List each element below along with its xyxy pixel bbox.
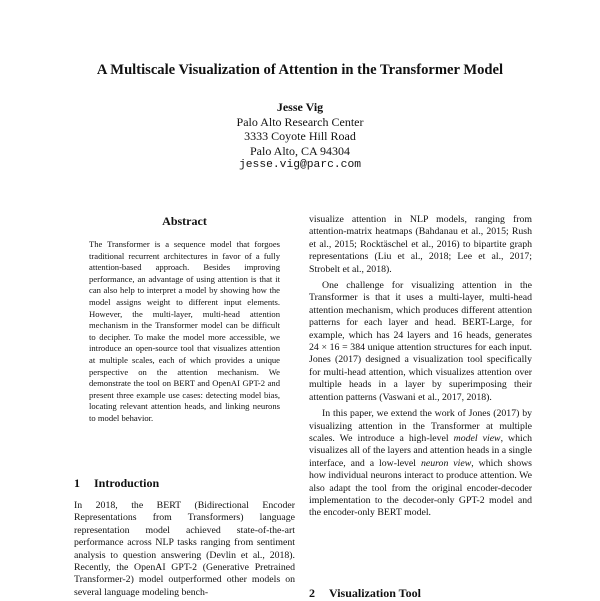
author-street: 3333 Coyote Hill Road	[244, 129, 356, 144]
author-email: jesse.vig@parc.com	[238, 159, 362, 172]
author-block	[0, 100, 600, 173]
section-2-number: 2	[309, 586, 315, 600]
left-column	[74, 214, 295, 598]
section-2-title: Visualization Tool	[329, 586, 421, 600]
p3-text-a: In this paper, we extend the work of Jones (2017) by visualizing attention in the Transformer at multiple scales. We introduce a high-level	[309, 408, 532, 444]
section-2-heading	[309, 586, 421, 601]
author-affiliation: Palo Alto Research Center	[236, 114, 364, 129]
right-paragraph-1: visualize attention in NLP models, ranging from attention-matrix heatmaps (Bahdanau et al., 2015; Rush et al., 2015; Rocktäschel et al., 2016) to bipartite graph representations (Liu et al., 2018; Lee et al., 2017; Strobelt et al., 2018).	[309, 214, 532, 275]
abstract-text: The Transformer is a sequence model that forgoes traditional recurrent architectures in favor of a fully attention-based approach. Besides improving performance, an advantage of using attention is that it can also help to interpret a model by showing how the model assigns weight to different input elements. However, the multi-layer, multi-head attention mechanism in the Transformer model can be difficult to decipher. To make the model more accessible, we introduce an open-source tool that visualizes attention at multiple scales, each of which provides a unique perspective on the attention mechanism. We demonstrate the tool on BERT and OpenAI GPT-2 and present three example use cases: detecting model bias, locating relevant attention heads, and linking neurons to model behavior.	[89, 239, 280, 423]
abstract-heading: Abstract	[162, 214, 207, 228]
p3-text-c: , which shows how individual neurons interact to produce attention. We also adapt the tool from the original encoder-decoder implementation to the decoder-only GPT-2 model and the encoder-only BERT model.	[309, 457, 532, 519]
section-1-paragraph: In 2018, the BERT (Bidirectional Encoder Representations from Transformers) language representation model achieved state-of-the-art performance across NLP tasks ranging from sentiment analysis to question answering (Devlin et al., 2018). Recently, the OpenAI GPT-2 (Generative Pretrained Transformer-2) model outperformed other models on several language modeling bench-	[74, 500, 295, 598]
section-1	[74, 476, 295, 599]
p3-text-b: , which visualizes all of the layers and attention heads in a single interface, and a low-level	[309, 432, 532, 469]
model-view-term: model view	[453, 432, 501, 444]
paper-title: A Multiscale Visualization of Attention in the Transformer Model	[96, 62, 504, 78]
right-paragraph-2: One challenge for visualizing attention in the Transformer is that it uses a multi-layer, multi-head attention mechanism, which produces different attention patterns for each layer and head. BERT-Large, for example, which has 24 layers and 16 heads, generates 24 × 16 = 384 unique attention structures for each input. Jones (2017) designed a visualization tool specifically for multi-head attention, which visualizes attention over multiple heads in a layer by superimposing their attention patterns (Vaswani et al., 2017, 2018).	[309, 280, 532, 403]
neuron-view-term: neuron view	[420, 457, 472, 469]
right-column	[309, 214, 532, 600]
section-1-heading	[74, 476, 295, 491]
section-1-number: 1	[74, 476, 80, 490]
author-name: Jesse Vig	[276, 100, 324, 114]
author-city: Palo Alto, CA 94304	[249, 143, 350, 158]
section-1-title: Introduction	[94, 476, 160, 490]
right-paragraph-3	[309, 408, 532, 520]
